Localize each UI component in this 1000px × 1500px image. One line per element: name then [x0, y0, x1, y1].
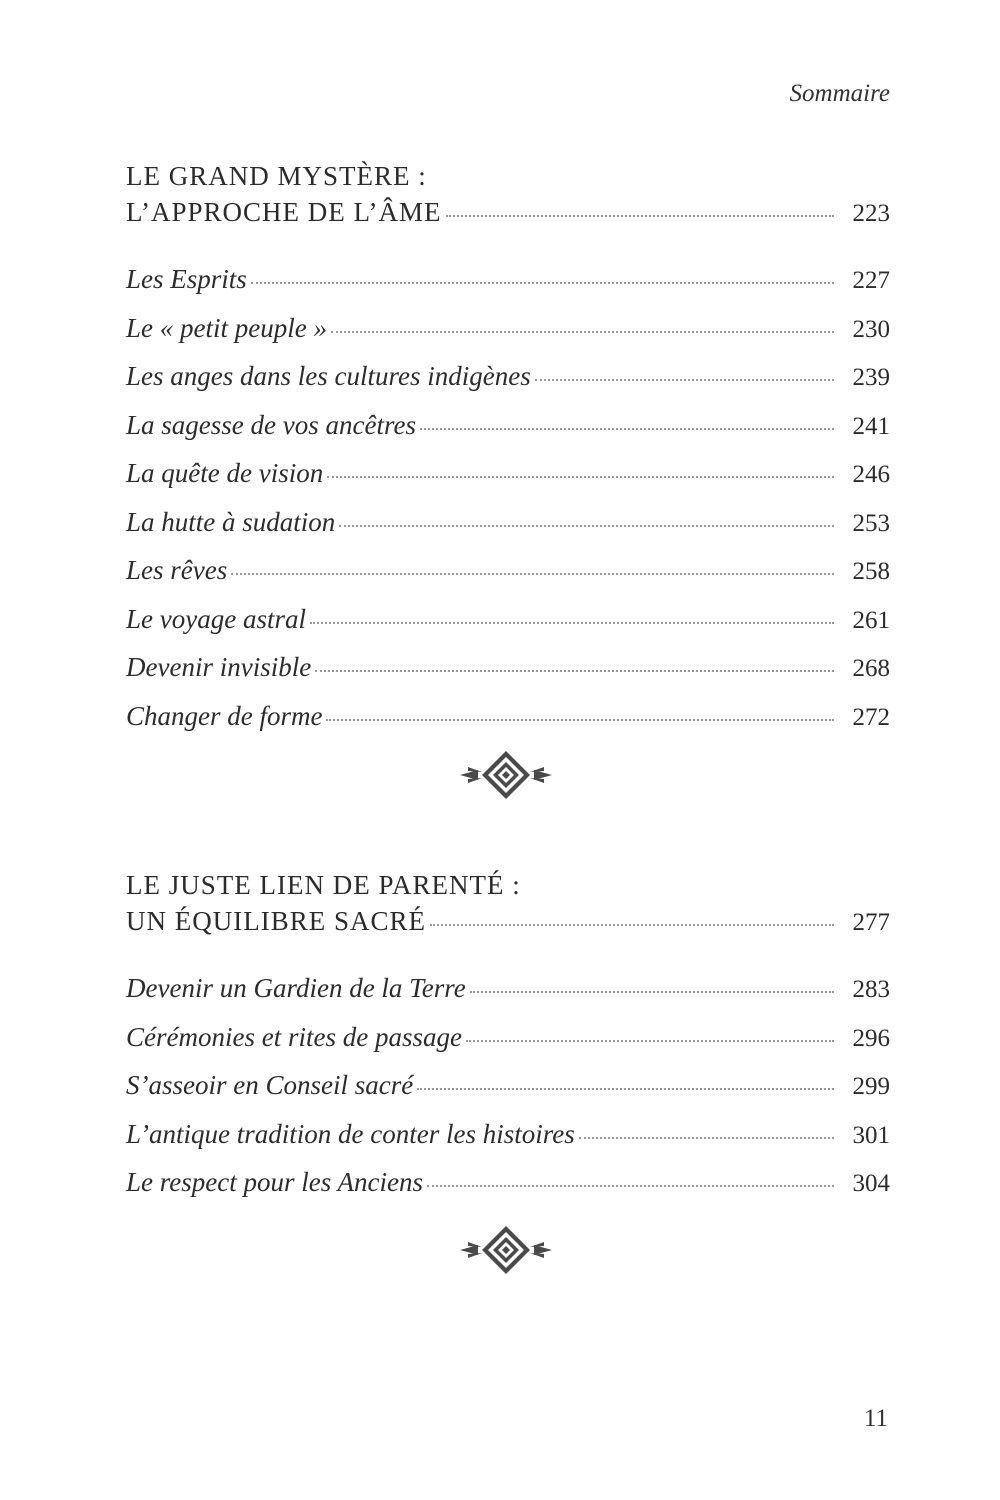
- toc-entry[interactable]: [126, 547, 890, 596]
- diamond-ornament-icon: [460, 751, 552, 799]
- entry-label: Les rêves: [126, 555, 228, 585]
- entry-page-number: 227: [852, 267, 890, 294]
- section-title-line-1: LE GRAND MYSTÈRE :: [126, 161, 427, 191]
- dot-leader: [535, 379, 834, 381]
- dot-leader: [339, 525, 834, 527]
- dot-leader: [446, 215, 834, 217]
- section-title-line-2[interactable]: [126, 194, 890, 232]
- entry-page-number: 301: [852, 1121, 890, 1149]
- entry-page-number: 304: [852, 1170, 890, 1197]
- toc-entries: [126, 965, 890, 1208]
- toc-entry[interactable]: [126, 693, 890, 742]
- toc-entry[interactable]: [126, 1014, 890, 1063]
- toc-entry[interactable]: [126, 402, 890, 451]
- toc-section-juste-lien: [126, 867, 890, 1208]
- toc-section-grand-mystere: [126, 158, 890, 741]
- entry-label: S’asseoir en Conseil sacré: [126, 1070, 414, 1100]
- entry-label: L’antique tradition de conter les histoires: [126, 1118, 575, 1149]
- entry-label: Le « petit peuple »: [126, 312, 327, 343]
- section-page-number: 277: [852, 909, 890, 936]
- entry-label: La sagesse de vos ancêtres: [126, 409, 416, 440]
- section-title-line-2[interactable]: [126, 903, 890, 941]
- dot-leader: [315, 670, 834, 672]
- section-title-label: UN ÉQUILIBRE SACRÉ: [126, 906, 426, 936]
- dot-leader: [420, 428, 834, 430]
- section-title: [126, 158, 890, 232]
- section-page-number: 223: [852, 200, 890, 227]
- toc-entry[interactable]: [126, 450, 890, 499]
- entry-page-number: 272: [852, 703, 890, 731]
- dot-leader: [327, 476, 834, 478]
- dot-leader: [427, 1185, 834, 1187]
- entry-page-number: 246: [852, 461, 890, 488]
- dot-leader: [331, 331, 834, 333]
- dot-leader: [466, 1040, 834, 1042]
- section-title-line-1: LE JUSTE LIEN DE PARENTÉ :: [126, 870, 521, 900]
- toc-entry[interactable]: [126, 1159, 890, 1208]
- running-head: Sommaire: [789, 80, 890, 107]
- toc-entry[interactable]: [126, 353, 890, 402]
- entry-label: Devenir un Gardien de la Terre: [126, 973, 466, 1003]
- toc-entries: [126, 256, 890, 741]
- entry-label: Les Esprits: [126, 264, 247, 294]
- dot-leader: [326, 719, 834, 721]
- toc-entry[interactable]: [126, 499, 890, 548]
- entry-page-number: 239: [852, 364, 890, 391]
- toc-entry[interactable]: [126, 305, 890, 354]
- dot-leader: [310, 622, 834, 624]
- entry-page-number: 283: [852, 976, 890, 1003]
- entry-page-number: 296: [852, 1024, 890, 1052]
- diamond-ornament-icon: [460, 1226, 552, 1274]
- dot-leader: [470, 991, 834, 993]
- entry-page-number: 241: [852, 412, 890, 440]
- dot-leader: [430, 924, 834, 926]
- dot-leader: [417, 1088, 834, 1090]
- entry-label: Le respect pour les Anciens: [126, 1167, 423, 1197]
- toc-entry[interactable]: [126, 965, 890, 1014]
- toc-entry[interactable]: [126, 1062, 890, 1111]
- entry-label: Le voyage astral: [126, 603, 306, 634]
- entry-page-number: 230: [852, 315, 890, 343]
- dot-leader: [231, 573, 834, 575]
- dot-leader: [251, 282, 834, 284]
- entry-label: Changer de forme: [126, 700, 323, 731]
- entry-label: Devenir invisible: [126, 652, 312, 682]
- entry-page-number: 261: [852, 606, 890, 634]
- page-number: 11: [863, 1405, 888, 1432]
- entry-page-number: 268: [852, 655, 890, 682]
- entry-page-number: 258: [852, 558, 890, 585]
- toc-entry[interactable]: [126, 256, 890, 305]
- toc-entry[interactable]: [126, 596, 890, 645]
- entry-label: Les anges dans les cultures indigènes: [126, 361, 531, 391]
- entry-label: La quête de vision: [126, 458, 324, 488]
- entry-label: La hutte à sudation: [126, 506, 336, 537]
- toc-entry[interactable]: [126, 1111, 890, 1160]
- entry-page-number: 299: [852, 1073, 890, 1100]
- dot-leader: [579, 1137, 834, 1139]
- entry-page-number: 253: [852, 509, 890, 537]
- section-title-label: L’APPROCHE DE L’ÂME: [126, 197, 442, 227]
- toc-entry[interactable]: [126, 644, 890, 693]
- entry-label: Cérémonies et rites de passage: [126, 1021, 462, 1052]
- section-title: [126, 867, 890, 941]
